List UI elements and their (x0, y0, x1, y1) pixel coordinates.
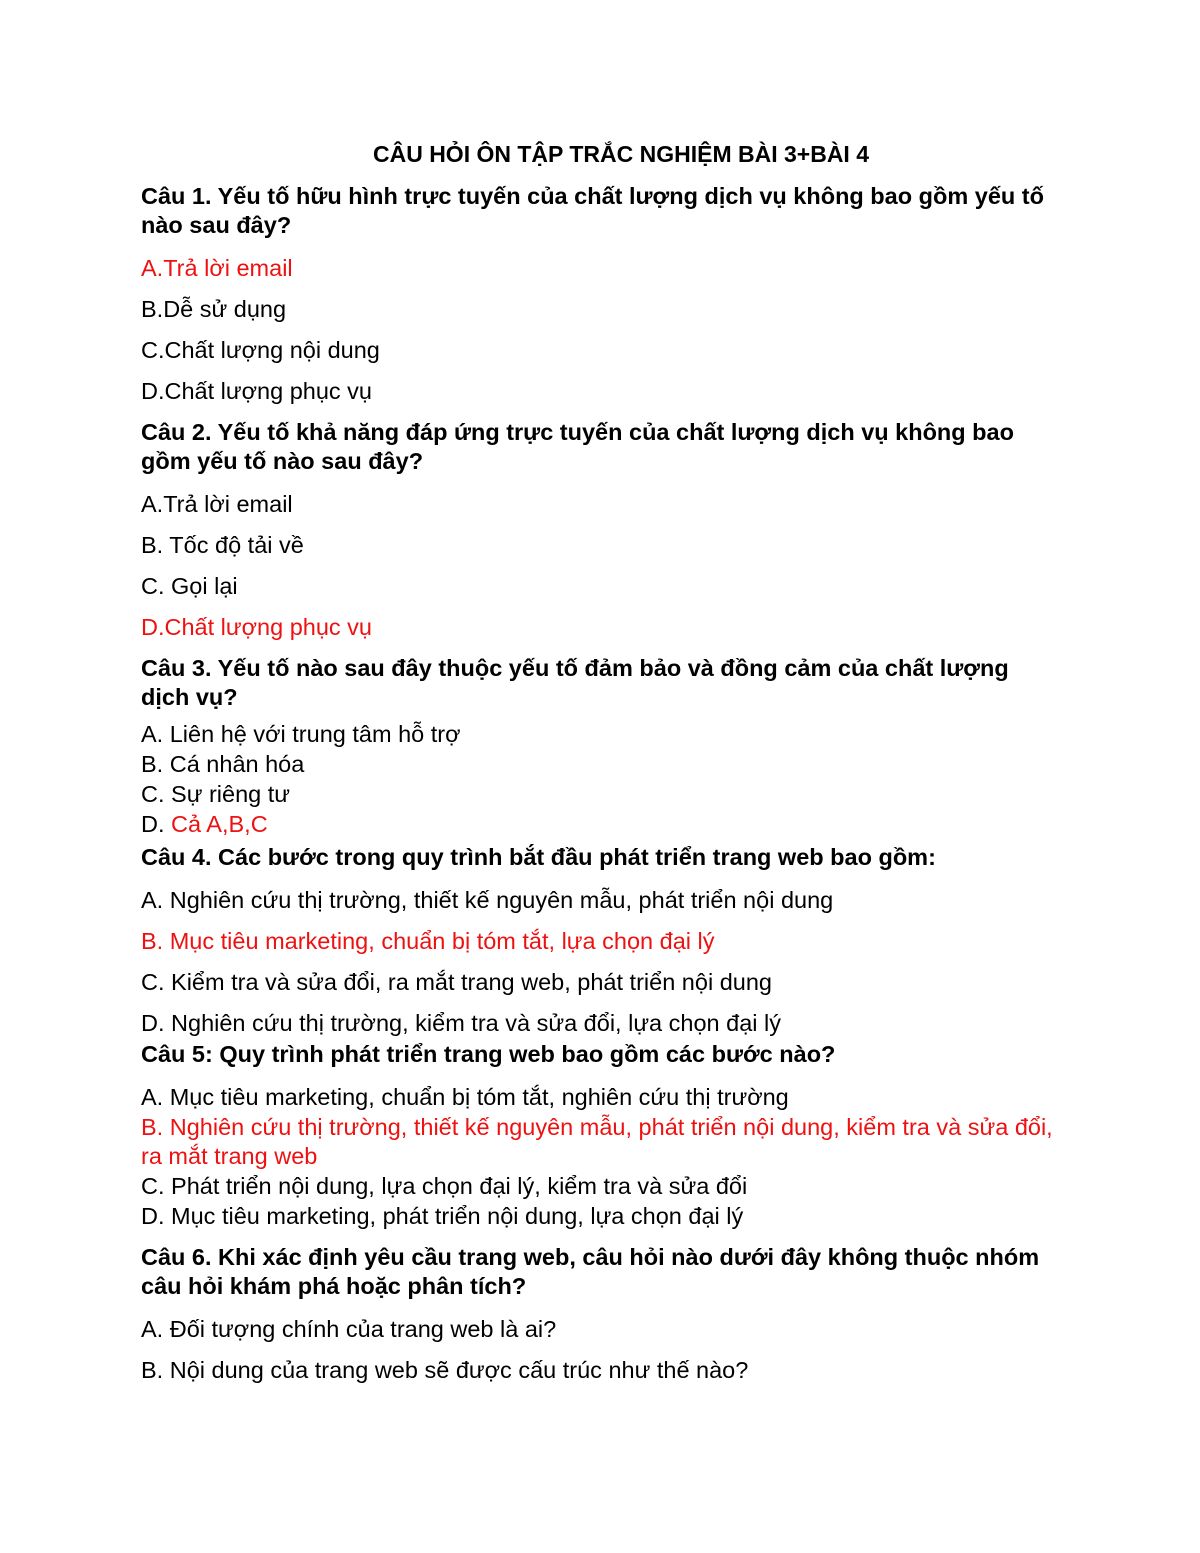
question-1-option-d: D.Chất lượng phục vụ (141, 378, 373, 404)
question-6-option-b: B. Nội dung của trang web sẽ được cấu trúc như thế nào? (141, 1357, 749, 1383)
document-title: CÂU HỎI ÔN TẬP TRẮC NGHIỆM BÀI 3+BÀI 4 (372, 141, 870, 167)
question-5-text: Câu 5: Quy trình phát triển trang web bao gồm các bước nào? (141, 1041, 836, 1067)
question-4-option-c: C. Kiểm tra và sửa đổi, ra mắt trang web, phát triển nội dung (141, 969, 772, 995)
question-3-option-b: B. Cá nhân hóa (141, 751, 305, 777)
question-6-option-a: A. Đối tượng chính của trang web là ai? (141, 1316, 557, 1342)
question-1-text: Câu 1. Yếu tố hữu hình trực tuyến của chất lượng dịch vụ không bao gồm yếu tố nào sau đây? (141, 183, 1044, 238)
question-4-option-d: D. Nghiên cứu thị trường, kiểm tra và sửa đổi, lựa chọn đại lý (141, 1010, 781, 1036)
question-3-text: Câu 3. Yếu tố nào sau đây thuộc yếu tố đảm bảo và đồng cảm của chất lượng dịch vụ? (141, 655, 1009, 710)
question-6-text: Câu 6. Khi xác định yêu cầu trang web, câu hỏi nào dưới đây không thuộc nhóm câu hỏi khám phá hoặc phân tích? (141, 1244, 1040, 1299)
question-2-option-b: B. Tốc độ tải về (141, 532, 304, 558)
question-5-option-c: C. Phát triển nội dung, lựa chọn đại lý, kiểm tra và sửa đổi (141, 1173, 748, 1199)
question-5-option-d: D. Mục tiêu marketing, phát triển nội dung, lựa chọn đại lý (141, 1203, 744, 1229)
question-5-option-b: B. Nghiên cứu thị trường, thiết kế nguyên mẫu, phát triển nội dung, kiểm tra và sửa đổi, ra mắt trang web (141, 1114, 1053, 1169)
question-3-option-d (141, 810, 1061, 839)
question-1-option-b: B.Dễ sử dụng (141, 296, 287, 322)
question-5-option-a: A. Mục tiêu marketing, chuẩn bị tóm tắt, nghiên cứu thị trường (141, 1084, 789, 1110)
question-3-option-d-answer: Cả A,B,C (171, 811, 268, 837)
question-3-option-c: C. Sự riêng tư (141, 781, 291, 807)
question-3-option-a: A. Liên hệ với trung tâm hỗ trợ (141, 721, 461, 747)
question-1-option-a: A.Trả lời email (141, 255, 293, 281)
question-2-option-c: C. Gọi lại (141, 573, 238, 599)
question-4-option-b: B. Mục tiêu marketing, chuẩn bị tóm tắt, lựa chọn đại lý (141, 928, 715, 954)
question-4-text: Câu 4. Các bước trong quy trình bắt đầu phát triển trang web bao gồm: (141, 844, 936, 870)
question-2-option-d: D.Chất lượng phục vụ (141, 614, 373, 640)
question-1-option-c: C.Chất lượng nội dung (141, 337, 380, 363)
question-2-text: Câu 2. Yếu tố khả năng đáp ứng trực tuyến của chất lượng dịch vụ không bao gồm yếu tố nào sau đây? (141, 419, 1014, 474)
question-2-option-a: A.Trả lời email (141, 491, 293, 517)
question-4-option-a: A. Nghiên cứu thị trường, thiết kế nguyên mẫu, phát triển nội dung (141, 887, 834, 913)
document-page (141, 138, 1061, 1397)
question-3-option-d-prefix: D. (141, 811, 172, 837)
